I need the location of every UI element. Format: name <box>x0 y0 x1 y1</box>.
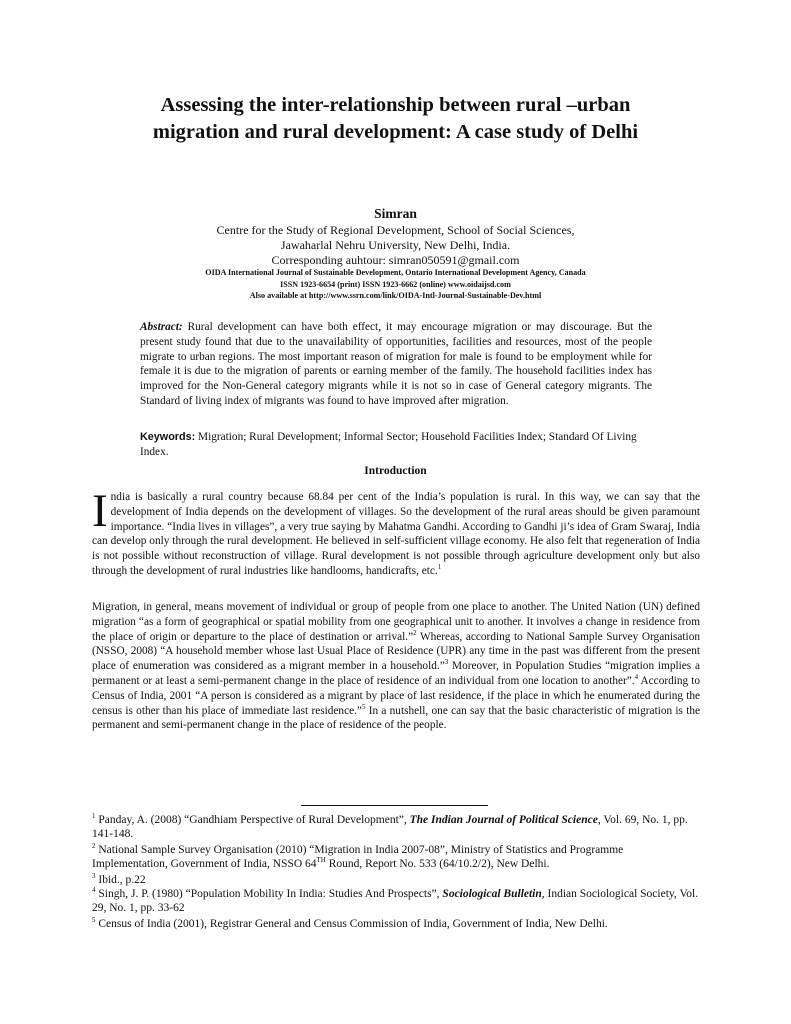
footnote-2-text: National Sample Survey Organisation (2010) “Migration in India 2007-08”, Ministry of Statistics and Programme Implementation, Government of India, NSSO 64 <box>92 844 624 870</box>
author-affiliation <box>0 223 791 268</box>
affiliation-line-2: Jawaharlal Nehru University, New Delhi, India. <box>280 238 511 252</box>
introduction-paragraph-1 <box>92 485 700 579</box>
footnote-ref-3: 3 <box>444 658 449 667</box>
keywords-label: Keywords: <box>140 431 196 443</box>
abstract <box>140 320 652 409</box>
drop-cap: I <box>92 485 108 537</box>
footnote-1-journal: The Indian Journal of Political Science <box>409 814 598 826</box>
footnote-1-number: 1 <box>92 812 96 820</box>
paragraph-2-text-a: Migration, in general, means movement of individual or group of people from one place to another. The United Nation (UN) defined migration “as a form of geographical or spatial mobility from one geographical unit to another. It involves a change in residence from the place of origin or departure to the place of destination or arrival.” <box>92 601 700 643</box>
paragraph-2-text-b: Whereas, according to National Sample Survey Organisation (NSSO, 2008) “A household member whose last Usual Place of Residence (UPR) any time in the past was different from the present place of enumeration was considered as a migrant member in a household.” <box>92 630 700 673</box>
affiliation-line-1: Centre for the Study of Regional Development, School of Social Sciences, <box>216 223 575 237</box>
title-line-2: migration and rural development: A case study of Delhi <box>152 121 639 143</box>
paper-title <box>40 92 751 146</box>
footnote-3 <box>92 873 700 887</box>
introduction-paragraph-2 <box>92 600 700 733</box>
paragraph-1-text: ndia is basically a rural country because 68.84 per cent of the India’s population is rural. In this way, we can say that the development of India depends on the development of villages. So the development of the rural areas should be given paramount importance. “India lives in villages”, a very true saying by Mahatma Gandhi. According to Gandhi ji’s idea of Gram Swaraj, India can develop only through the rural development. He believed in self-sufficient village economy. He also felt that regeneration of India is not possible without reconstruction of village. Rural development is not possible through agriculture development only but also through the development of rural industries like handlooms, handicrafts, etc. <box>92 491 700 577</box>
footnote-ref-2: 2 <box>413 628 417 637</box>
footnote-divider <box>301 805 488 806</box>
author-name: Simran <box>374 206 417 221</box>
paragraph-2-text-e: In a nutshell, one can say that the basic characteristic of migration is the permanent and semi-permanent change in the place of residence of the people. <box>92 704 701 732</box>
footnote-3-text: Ibid., p.22 <box>95 874 146 886</box>
footnote-5-text: Census of India (2001), Registrar General and Census Commission of India, Government of India, New Delhi. <box>95 918 608 930</box>
footnote-4-details: , Indian Sociological Society, Vol. 29, No. 1, pp. 33-62 <box>92 888 699 914</box>
journal-issn: ISSN 1923-6654 (print) ISSN 1923-6662 (online) www.oidaijsd.com <box>280 279 511 289</box>
title-line-1: Assessing the inter-relationship between rural –urban <box>160 94 631 116</box>
footnote-4-journal: Sociological Bulletin <box>442 888 542 900</box>
footnote-2-details: Round, Report No. 533 (64/10.2/2), New Delhi. <box>325 858 550 870</box>
footnote-ref-1: 1 <box>437 562 442 571</box>
footnote-1 <box>92 813 700 841</box>
paragraph-2-text-d: According to Census of India, 2001 “A person is considered as a migrant by place of last residence, if the place in which he enumerated during the census is other than his place of immediate last residence.” <box>92 674 700 717</box>
footnote-2 <box>92 843 700 871</box>
journal-availability: Also available at http://www.ssrn.com/link/OIDA-Intl-Journal-Sustainable-Dev.html <box>249 291 542 300</box>
footnote-4-number: 4 <box>92 886 96 894</box>
journal-info <box>0 267 791 302</box>
footnote-1-text: Panday, A. (2008) “Gandhiam Perspective of Rural Development”, <box>95 814 410 826</box>
footnote-1-details: , Vol. 69, No. 1, pp. 141-148. <box>92 814 688 840</box>
footnote-4-text: Singh, J. P. (1980) “Population Mobility In India: Studies And Prospects”, <box>95 888 443 900</box>
footnote-3-number: 3 <box>92 872 96 880</box>
introduction-heading: Introduction <box>364 465 427 477</box>
footnote-4 <box>92 887 700 915</box>
corresponding-author: Corresponding auhtour: simran050591@gmail.com <box>271 253 520 267</box>
footnote-2-superscript: TH <box>316 856 326 864</box>
keywords-text: Migration; Rural Development; Informal Sector; Household Facilities Index; Standard Of Living Index. <box>140 431 637 458</box>
footnote-5-number: 5 <box>92 916 96 924</box>
footnotes <box>92 813 700 931</box>
footnote-ref-4: 4 <box>634 672 639 681</box>
abstract-label: Abstract: <box>140 321 183 333</box>
footnote-5 <box>92 917 700 931</box>
footnote-2-number: 2 <box>92 842 96 850</box>
paragraph-2-text-c: Moreover, in Population Studies “migration implies a permanent or at least a semi-permanent change in the place of residence of an individual from one location to another”. <box>92 660 700 687</box>
footnote-ref-5: 5 <box>361 702 366 711</box>
abstract-text: Rural development can have both effect, it may encourage migration or may discourage. But the present study found that due to the unavailability of opportunities, facilities and resources, most of the people migrate to urban regions. The most important reason of migration for male is found to be employment while for female it is due to the migration of parents or earning member of the family. The household facilities index has improved for the Non-General category migrants while it is not so in case of General category migrants. The Standard of living index of migrants was found to have improved after migration. <box>140 321 653 407</box>
keywords <box>140 430 652 460</box>
journal-line-1: OIDA International Journal of Sustainable Development, Ontario International Development Agency, Canada <box>205 268 586 277</box>
